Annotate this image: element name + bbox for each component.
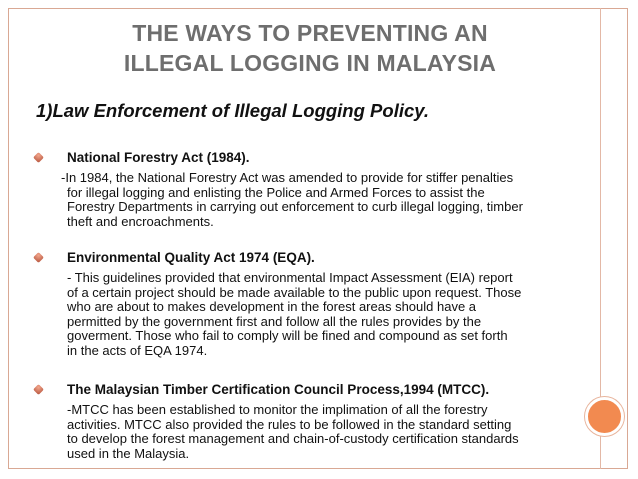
body-line: permitted by the government first and follow all the rules provides by the [67,313,482,329]
body-line: for illegal logging and enlisting the Police and Armed Forces to assist the [67,184,485,200]
body-line: who are about to makes development in the forest areas should have a [67,299,477,315]
section-heading: National Forestry Act (1984). [67,150,250,165]
body-line: Forestry Departments in carrying out enforcement to curb illegal logging, timber [67,199,523,215]
body-line: -MTCC has been established to monitor the implimation of all the forestry [67,402,488,417]
body-line: goverment. Those who fail to comply will be fined and compound as set forth [67,328,508,344]
body-line: - This guidelines provided that environmental Impact Assessment (EIA) report [67,270,513,285]
section-body [67,271,607,359]
body-line: of a certain project should be made available to the public upon request. Those [67,284,522,300]
body-line: -In 1984, the National Forestry Act was amended to provide for stiffer penalties [61,170,514,185]
slide-title [60,18,560,78]
body-line: in the acts of EQA 1974. [67,342,208,358]
section-body [67,403,607,461]
body-line: theft and encroachments. [67,213,214,229]
body-line: to develop the forest management and chain-of-custody certification standards [67,431,519,447]
section-heading: The Malaysian Timber Certification Council Process,1994 (MTCC). [67,382,490,397]
body-line: used in the Malaysia. [67,445,190,461]
title-line-2: ILLEGAL LOGGING IN MALAYSIA [123,50,497,76]
section-body [61,171,601,229]
slide-subtitle: 1)Law Enforcement of Illegal Logging Policy. [36,100,429,121]
section-heading: Environmental Quality Act 1974 (EQA). [67,250,315,265]
title-line-1: THE WAYS TO PREVENTING AN [132,20,488,46]
body-line: activities. MTCC also provided the rules to be followed in the standard setting [67,416,512,432]
